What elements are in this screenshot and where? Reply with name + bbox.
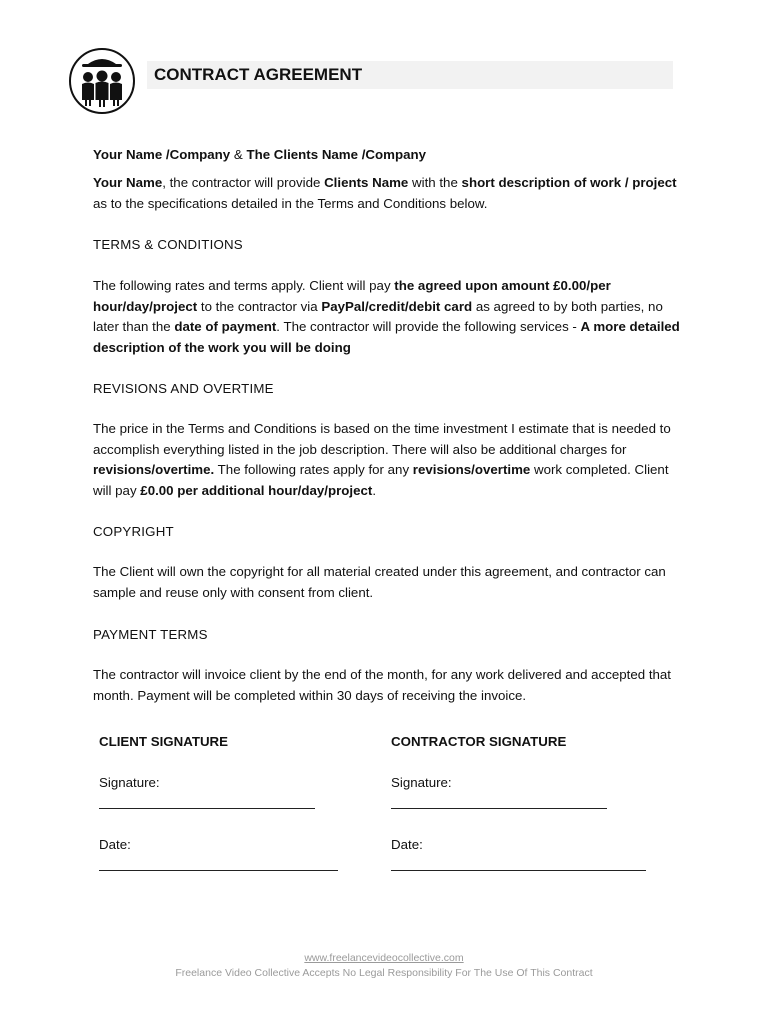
terms-payment-method: PayPal/credit/debit card (321, 298, 473, 314)
footer-disclaimer: Freelance Video Collective Accepts No Legal Responsibility For The Use Of This Contract (175, 967, 593, 979)
freelance-video-collective-logo-icon (68, 48, 136, 114)
intro-text-3: as to the specifications detailed in the Terms and Conditions below. (93, 195, 488, 211)
terms-text-3: as agreed to by both parties, no later than the (93, 298, 663, 334)
revisions-text-4: . (372, 482, 377, 498)
intro-paragraph (93, 173, 683, 214)
party-b: The Clients Name /Company (246, 147, 427, 162)
revisions-bold-2: revisions/overtime (412, 462, 531, 477)
revisions-text-2: The following rates apply for any (214, 462, 413, 477)
terms-text-1: The following rates and terms apply. Client will pay (93, 278, 395, 293)
revisions-rate: £0.00 per additional hour/day/project (140, 482, 373, 498)
client-date-line[interactable] (99, 870, 338, 871)
copyright-heading: COPYRIGHT (93, 524, 174, 539)
contractor-signature-label: Signature: (391, 775, 452, 790)
party-a: Your Name /Company (93, 147, 231, 162)
revisions-text-3: work completed. Client will pay (93, 462, 669, 498)
contractor-signature-block (391, 734, 681, 852)
title-bar (147, 61, 673, 89)
client-signature-block (99, 734, 389, 852)
party-amp: & (230, 147, 247, 162)
terms-paragraph (93, 276, 683, 358)
intro-clients-name: Clients Name (324, 175, 409, 190)
revisions-text-1: The price in the Terms and Conditions is based on the time investment I estimate that is needed to accomplish everything listed in the job description. There will also be additional charges for (93, 421, 671, 457)
intro-text-2: with the (408, 175, 462, 190)
footer-website-link[interactable]: www.freelancevideocollective.com (304, 952, 464, 964)
intro-your-name: Your Name (93, 175, 163, 190)
contractor-date-line[interactable] (391, 870, 646, 871)
revisions-paragraph (93, 419, 683, 501)
terms-heading: TERMS & CONDITIONS (93, 237, 243, 252)
terms-amount: the agreed upon amount £0.00/per hour/day/project (93, 278, 611, 314)
client-signature-heading: CLIENT SIGNATURE (99, 734, 229, 749)
client-date-label: Date: (99, 837, 131, 852)
contractor-signature-heading: CONTRACTOR SIGNATURE (391, 734, 567, 749)
terms-date-of-payment: date of payment (174, 319, 277, 334)
terms-work-description: A more detailed description of the work you will be doing (93, 319, 680, 355)
parties-line (93, 145, 683, 166)
intro-work-description: short description of work / project (461, 175, 677, 190)
revisions-heading: REVISIONS AND OVERTIME (93, 381, 274, 396)
payment-paragraph: The contractor will invoice client by the end of the month, for any work delivered and accepted that month. Payment will be completed within 30 days of receiving the invoice. (93, 667, 671, 703)
revisions-bold-1: revisions/overtime. (93, 462, 215, 477)
copyright-paragraph: The Client will own the copyright for all material created under this agreement, and contractor can sample and reuse only with consent from client. (93, 564, 666, 600)
terms-text-2: to the contractor via (197, 298, 322, 314)
page-title: CONTRACT AGREEMENT (154, 65, 363, 84)
contractor-signature-line[interactable] (391, 808, 607, 809)
contractor-date-label: Date: (391, 837, 423, 852)
client-signature-label: Signature: (99, 775, 160, 790)
payment-heading: PAYMENT TERMS (93, 627, 208, 642)
terms-text-4: . The contractor will provide the following services - (276, 319, 581, 334)
client-signature-line[interactable] (99, 808, 315, 809)
intro-text-1: , the contractor will provide (162, 175, 325, 190)
